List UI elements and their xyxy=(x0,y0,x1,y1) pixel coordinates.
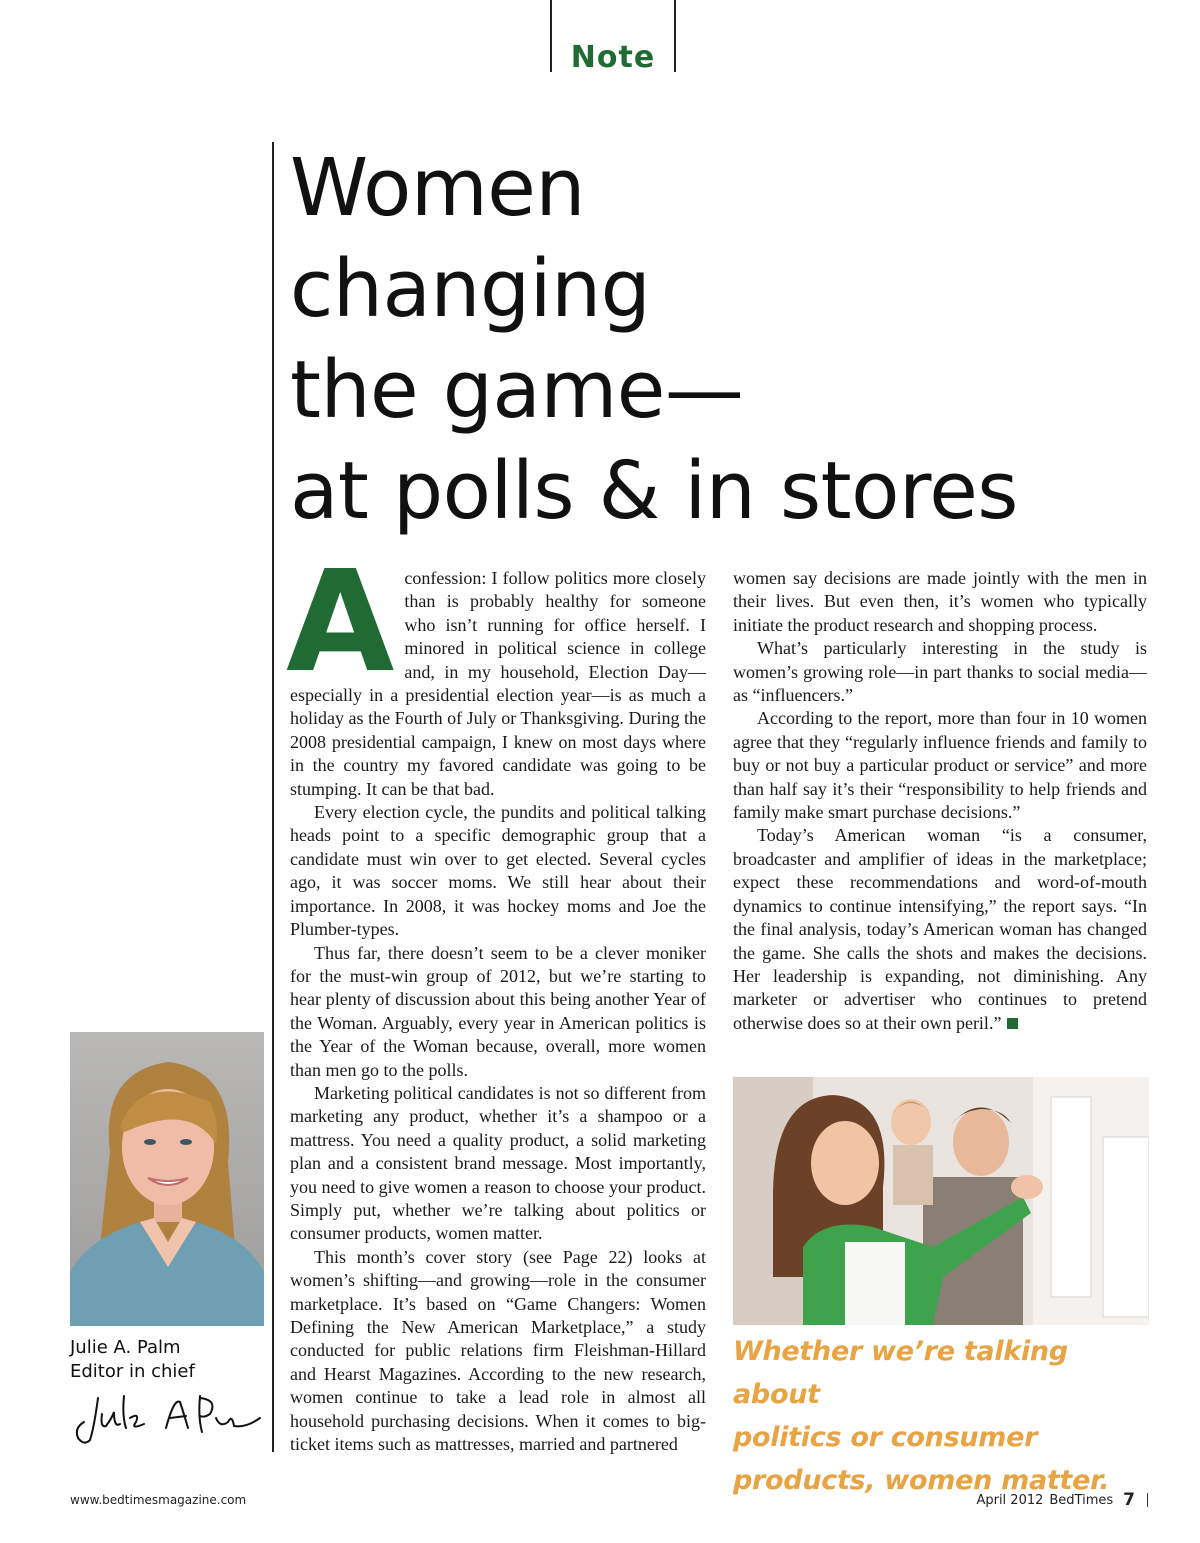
shopping-photo xyxy=(733,1077,1149,1325)
paragraph: Thus far, there doesn’t seem to be a clever moniker for the must-win group of 2012, but we’re starting to hear plenty of discussion about this being another Year of the Woman. Arguably, every year in American politics is the Year of the Woman because, overall, more women than men go to the polls. xyxy=(290,942,706,1080)
editor-signature xyxy=(70,1388,270,1452)
paragraph: women say decisions are made jointly with the men in their lives. But even then, it’s women who typically initiate the product research and shopping process. xyxy=(733,568,1147,635)
editor-name: Julie A. Palm xyxy=(70,1337,181,1358)
footer-magazine: BedTimes xyxy=(1049,1492,1114,1508)
footer-issue: April 2012 xyxy=(976,1492,1044,1508)
editor-title: Editor in chief xyxy=(70,1361,195,1382)
headline-line: at polls & in stores xyxy=(290,445,1018,537)
end-mark-icon xyxy=(1007,1018,1018,1029)
paragraph: confession: I follow politics more closely than is probably healthy for someone who isn’t running for office herself. I minored in political science in college and, in my household, Election Day— especially in a presidential election year—is as much a holiday as the Fourth of July or Thanksgiving. During the 2008 presidential campaign, I knew on most days where in the country my favored candidate was going to be stumping. It can be that bad. xyxy=(290,568,706,799)
drop-cap: A xyxy=(286,541,395,704)
footer-folio xyxy=(976,1490,1148,1510)
pull-quote-line: Whether we’re talking about xyxy=(733,1336,1068,1410)
article-column-2 xyxy=(733,567,1147,1035)
paragraph: Every election cycle, the pundits and political talking heads point to a specific demographic group that a candidate must win over to get elected. Several cycles ago, it was soccer moms. We still hear about their importance. In 2008, it was hockey moms and Joe the Plumber-types. xyxy=(290,802,706,940)
headline-rule xyxy=(272,142,274,1452)
paragraph: What’s particularly interesting in the study is women’s growing role—in part thanks to social media—as “influencers.” xyxy=(733,638,1147,706)
paragraph: According to the report, more than four in 10 women agree that they “regularly influence friends and family to buy or not buy a particular product or service” and more than half say it’s their “responsibility to help friends and family make smart purchase decisions.” xyxy=(733,708,1147,823)
headline-line: changing xyxy=(290,243,651,335)
article-column-1 xyxy=(286,541,706,1456)
pull-quote-line: products, women matter. xyxy=(733,1465,1110,1496)
page-number: 7 xyxy=(1123,1490,1135,1510)
footer-url: www.bedtimesmagazine.com xyxy=(70,1493,247,1507)
headline-line: the game— xyxy=(290,344,744,436)
paragraph: This month’s cover story (see Page 22) looks at women’s shifting—and growing—role in the consumer marketplace. It’s based on “Game Changers: Women Defining the New American Marketplace,” a study conducted for public relations firm Fleishman-Hillard and Hearst Magazines. According to the new research, women continue to take a lead role in almost all household purchasing decisions. When it comes to big-ticket items such as mattresses, married and partnered xyxy=(290,1246,706,1455)
editor-credit xyxy=(70,1336,195,1384)
pull-quote-line: politics or consumer xyxy=(733,1422,1038,1453)
tab-left-rule xyxy=(550,0,552,72)
paragraph-text: Today’s American woman “is a consumer, broadcaster and amplifier of ideas in the marketplace; expect these recommendations and word-of-mouth dynamics to continue intensifying,” the report says. “In the final analysis, today’s American woman has changed the game. She calls the shots and makes the decisions. Her leadership is expanding, not diminishing. Any marketer or advertiser who continues to pretend otherwise does so at their own peril.” xyxy=(733,825,1147,1033)
footer-divider xyxy=(1147,1493,1148,1507)
pull-quote xyxy=(733,1330,1163,1502)
tab-right-rule xyxy=(674,0,676,72)
editor-photo xyxy=(70,1032,264,1326)
paragraph: Marketing political candidates is not so different from marketing any product, whether it’s a shampoo or a mattress. You need a quality product, a solid marketing plan and a consistent brand message. Most importantly, you need to give women a reason to choose your product. Simply put, whether we’re talking about politics or consumer products, women matter. xyxy=(290,1082,706,1244)
paragraph xyxy=(733,824,1147,1035)
section-label: Note xyxy=(570,40,656,75)
headline-line: Women xyxy=(290,142,585,234)
headline xyxy=(290,138,1170,542)
